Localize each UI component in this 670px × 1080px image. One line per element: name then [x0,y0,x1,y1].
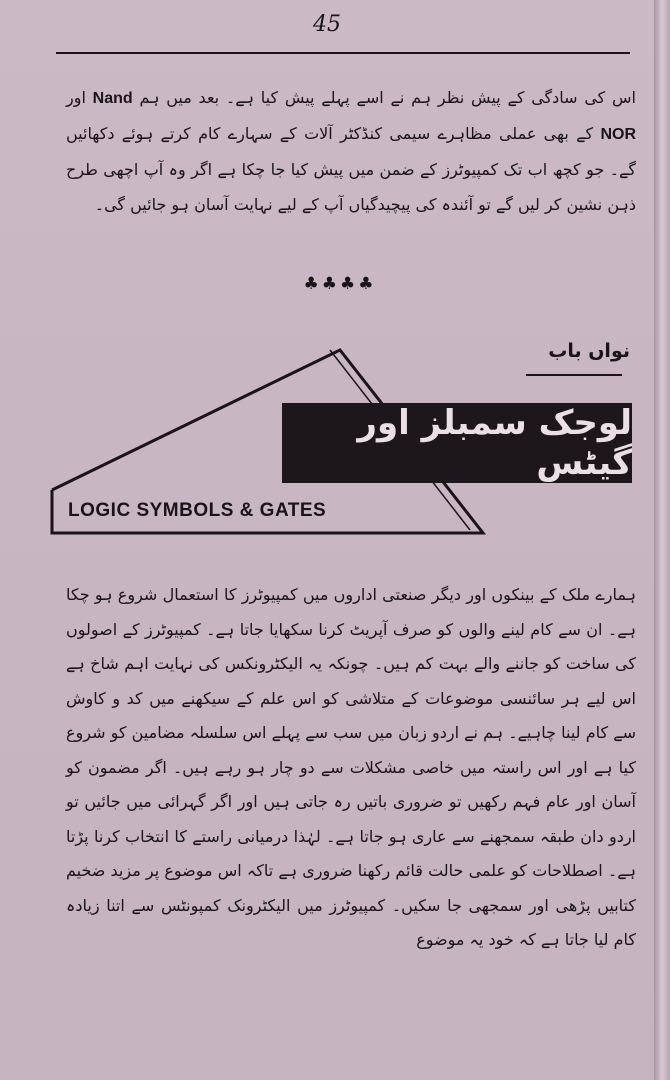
intro-text-3: کے بھی عملی مظاہرے سیمی کنڈکٹر آلات کے سہارے کام کرتے ہوئے دکھائیں گے۔ جو کچھ اب تک کمپیوٹرز کے ضمن میں پیش کیا جا چکا ہے اگر وہ آپ اچھی طرح ذہن نشین کر لیں گے تو آئندہ کی پیچیدگیاں آپ کے لیے نہایت آسان ہو جائیں گی۔ [66,124,636,214]
urdu-title-banner [282,403,632,483]
header-rule [56,52,630,54]
chapter-title-urdu: لوجک سمبلز اور گیٹس [357,403,632,483]
page-number: 45 [313,12,341,37]
nand-term: Nand [92,90,133,107]
body-paragraph: ہمارے ملک کے بینکوں اور دیگر صنعتی اداروں میں کمپیوٹرز کا استعمال شروع ہو چکا ہے۔ ان سے کام لینے والوں کو صرف آپریٹ کرنا سکھایا جاتا ہے۔ کمپیوٹرز کے اصولوں کی ساخت کو جاننے والے بہت کم ہیں۔ چونکہ یہ الیکٹرونکس کی نہایت اہم شاخ ہے اس لیے ہر سائنسی موضوعات کے متلاشی کو اس علم کے سیکھنے میں کد و کاوش سے کام لینا چاہیے۔ ہم نے اردو زبان میں سب سے پہلے اس سلسلہ مضامین کو شروع کیا ہے اور اس راستہ میں خاصی مشکلات سے دو چار ہو رہے ہیں۔ اگر مضمون کو آسان اور عام فہم رکھیں تو ضروری باتیں رہ جاتی ہیں اور اگر گہرائی میں جائیں تو اردو دان طبقہ سمجھنے سے عاری ہو جاتا ہے۔ لہٰذا درمیانی راستے کا انتخاب کرنا پڑتا ہے۔ اصطلاحات کو علمی حالت قائم رکھنا ضروری ہے تاکہ اس موضوع پر مزید ضخیم کتابیں پڑھی اور سمجھی جا سکیں۔ کمپیوٹرز میں الیکٹرونک کمپونٹس سے اتنا زیادہ کام لیا جاتا ہے کہ خود یہ موضوع [66,585,636,949]
book-spine-edge [654,0,670,1080]
nor-term: NOR [600,126,636,143]
intro-paragraph [66,80,636,222]
intro-text-2: اور [66,88,86,107]
intro-text-1: اس کی سادگی کے پیش نظر ہم نے اسے پہلے پیش کیا ہے۔ بعد میں ہم [139,88,637,107]
section-ornament: ♣♣♣♣ [303,274,377,294]
chapter-title-english: LOGIC SYMBOLS & GATES [68,500,327,521]
chapter-label: نواں باب [548,340,630,362]
